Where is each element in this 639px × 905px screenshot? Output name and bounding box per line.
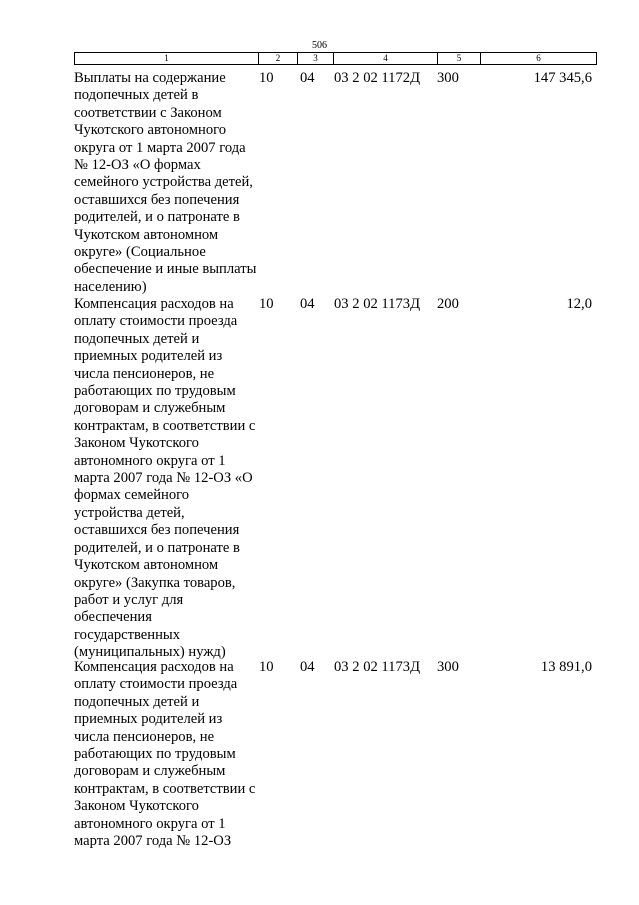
row-amount: 147 345,6 (533, 70, 592, 86)
row-subsection: 04 (300, 296, 315, 312)
row-amount: 13 891,0 (540, 659, 592, 675)
row-subsection: 04 (300, 659, 315, 675)
row-description: Компенсация расходов на оплату стоимости проезда подопечных детей и приемных родителей из числа пенсионеров, не работающих по трудовым договорам и служебным контрактам, в соответствии с Законом Чукотского автономного округа от 1 марта 2007 года № 12-ОЗ (74, 659, 256, 850)
row-section: 10 (259, 70, 274, 86)
row-expense-type: 300 (437, 70, 459, 86)
row-description: Выплаты на содержание подопечных детей в соответствии с Законом Чукотского автономного округа от 1 марта 2007 года № 12-ОЗ «О формах семейного устройства детей, оставшихся без попечения родителей, и о патронате в Чукотском автономном округе» (Социальное обеспечение и иные выплаты населению) (74, 70, 257, 295)
row-section: 10 (259, 659, 274, 675)
column-header-row (75, 53, 597, 65)
row-target-article: 03 2 02 1173Д (334, 659, 421, 675)
row-amount: 12,0 (566, 296, 592, 312)
row-target-article: 03 2 02 1173Д (334, 296, 421, 312)
row-expense-type: 300 (437, 659, 459, 675)
row-subsection: 04 (300, 70, 315, 86)
column-header-4: 4 (334, 53, 438, 65)
column-header-5: 5 (438, 53, 481, 65)
row-expense-type: 200 (437, 296, 459, 312)
column-header-table (74, 52, 597, 65)
column-header-3: 3 (298, 53, 334, 65)
column-header-6: 6 (481, 53, 597, 65)
page-number: 506 (312, 40, 327, 51)
column-header-2: 2 (259, 53, 298, 65)
column-header-1: 1 (75, 53, 259, 65)
row-target-article: 03 2 02 1172Д (334, 70, 421, 86)
row-description: Компенсация расходов на оплату стоимости проезда подопечных детей и приемных родителей из числа пенсионеров, не работающих по трудовым договорам и служебным контрактам, в соответствии с Законом Чукотского автономного округа от 1 марта 2007 года № 12-ОЗ «О формах семейного устройства детей, оставшихся без попечения родителей, и о патронате в Чукотском автономном округе» (Закупка товаров, работ и услуг для обеспечения государственных (муниципальных) нужд) (74, 296, 256, 661)
row-section: 10 (259, 296, 274, 312)
